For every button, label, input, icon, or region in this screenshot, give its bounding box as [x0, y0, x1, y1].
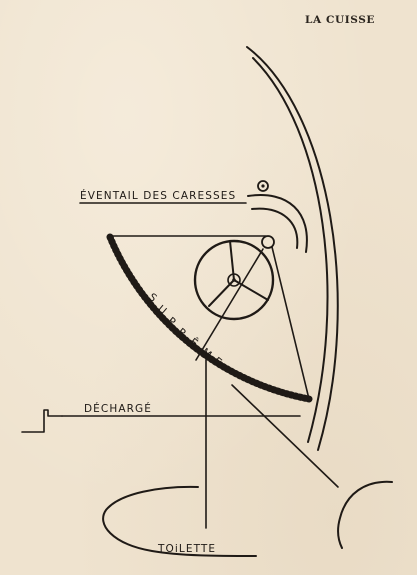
label-supreme-letter: S	[146, 291, 160, 306]
small-ring-dot	[261, 184, 264, 187]
label-supreme-letter: E	[211, 355, 225, 370]
wheel-hub-dot	[232, 278, 236, 282]
pivot-circle	[262, 236, 274, 248]
label-supreme-letter: Ê	[187, 336, 201, 351]
label-toilette: TOiLETTE	[158, 543, 217, 555]
decharge-hook	[22, 410, 62, 432]
fan-hatched-arc	[110, 237, 309, 399]
label-decharge: DÉCHARGÉ	[84, 403, 152, 415]
bottom-right-curve	[338, 482, 392, 548]
pivot-line-left	[196, 249, 263, 360]
label-supreme-letter: U	[155, 303, 170, 318]
label-supreme-letter: R	[175, 326, 190, 341]
pivot-line-right	[272, 247, 309, 399]
thigh-outer-curve	[247, 47, 338, 450]
label-supreme-letter: M	[199, 346, 215, 362]
label-eventail: ÉVENTAIL DES CARESSES	[80, 190, 237, 202]
label-supreme-letter: P	[165, 315, 179, 330]
page-title: LA CUISSE	[305, 14, 375, 26]
